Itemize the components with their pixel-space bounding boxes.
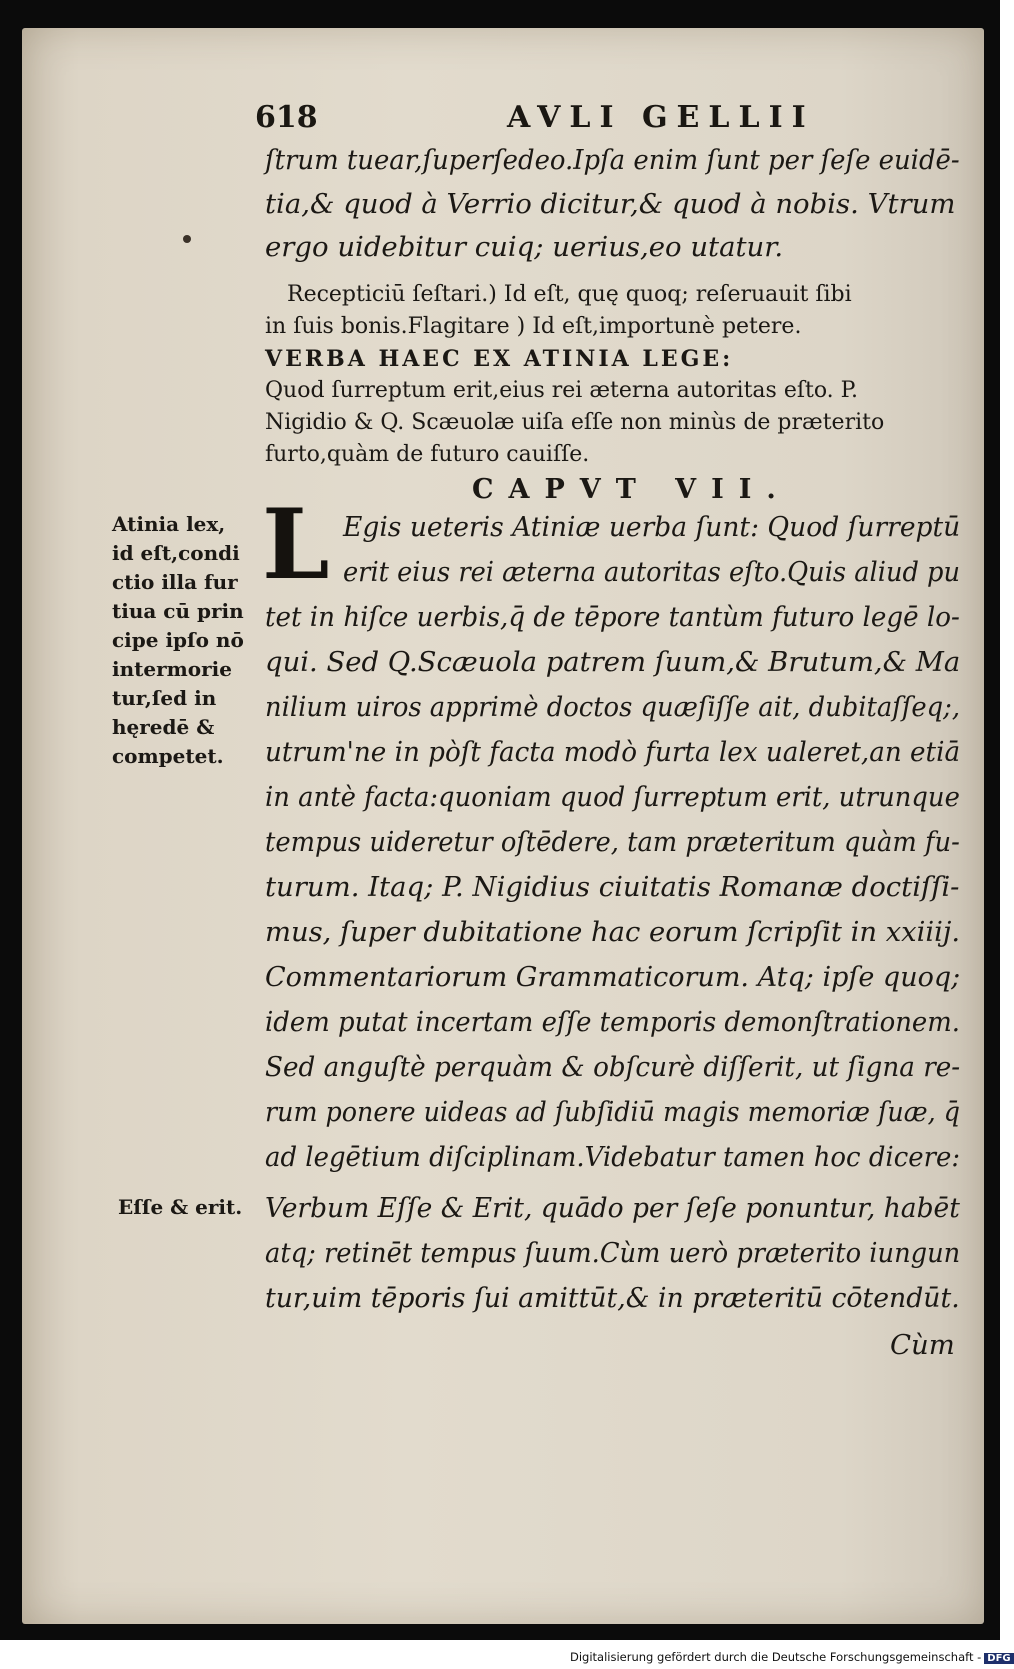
margin-line: tiua cū prin xyxy=(112,599,244,623)
note-line: furto,quàm de futuro cauiſſe. xyxy=(265,442,590,467)
margin-line: ctio illa fur xyxy=(112,570,238,594)
text-line: Egis ueteris Atiniæ uerba ſunt: Quod ſurreptū xyxy=(343,511,961,543)
running-head xyxy=(255,100,855,140)
margin-line: tur,ſed in xyxy=(112,686,217,710)
page-number: 618 xyxy=(255,100,318,135)
margin-note-esse xyxy=(118,1193,268,1222)
text-line: Verbum Eſſe & Erit, quādo per ſeſe ponuntur, habēt xyxy=(265,1192,960,1224)
margin-line: cipe ipſo nō xyxy=(112,628,244,652)
text-line: nilium uiros apprimè doctos quæſiſſe ait, dubitaſſeq;, xyxy=(265,691,961,723)
text-line: ergo uidebitur cuiq; uerius,eo utatur. xyxy=(265,231,784,263)
law-heading: VERBA HAEC EX ATINIA LEGE: xyxy=(265,346,734,372)
text-line: idem putat incertam eſſe temporis demonſtrationem. xyxy=(265,1006,961,1038)
text-line: erit eius rei æterna autoritas eſto.Quis aliud pu xyxy=(343,556,961,588)
margin-line: Eſſe & erit. xyxy=(118,1195,243,1219)
text-line: tia,& quod à Verrio dicitur,& quod à nobis. Vtrum xyxy=(265,188,956,220)
text-line: tur,uim tēporis ſui amittūt,& in præteritū cōtendūt. xyxy=(265,1282,960,1314)
note-line: Nigidio & Q. Scæuolæ uiſa eſſe non minùs de præterito xyxy=(265,410,885,435)
dfg-logo: DFG xyxy=(984,1653,1013,1664)
text-line: utrum'ne in pòſt facta modò furta lex ualeret,an etiā xyxy=(265,736,961,768)
text-line: qui. Sed Q.Scæuola patrem ſuum,& Brutum,& Ma xyxy=(265,646,961,678)
footer-text: Digitalisierung gefördert durch die Deutsche Forschungsgemeinschaft - xyxy=(570,1650,982,1664)
text-line: in antè facta:quoniam quod ſurreptum erit, utrunque xyxy=(265,781,960,813)
margin-line: intermorie xyxy=(112,657,232,681)
running-title: AVLI GELLII xyxy=(507,100,815,135)
text-line: tet in hiſce uerbis,q̄ de tēpore tantùm futuro legē lo- xyxy=(265,601,960,633)
text-line: rum ponere uideas ad ſubſidiū magis memoriæ ſuæ, q̄ xyxy=(265,1096,960,1128)
text-line: Sed anguſtè perquàm & obſcurè diſſerit, ut ſigna re- xyxy=(265,1051,961,1083)
text-line: tempus uideretur oſtēdere, tam præteritum quàm fu- xyxy=(265,826,960,858)
note-line: in ſuis bonis.Flagitare ) Id eſt,importunè petere. xyxy=(265,314,802,339)
chapter-heading: CAPVT VII. xyxy=(472,474,791,505)
margin-line: Atinia lex, xyxy=(112,512,226,536)
margin-note-atinia xyxy=(112,510,262,771)
ink-spot xyxy=(183,235,191,243)
text-line: mus, ſuper dubitatione hac eorum ſcripſit in xxiiij. xyxy=(265,916,961,948)
text-line: turum. Itaq; P. Nigidius ciuitatis Romanæ doctiſſi- xyxy=(265,871,960,903)
catchword: Cùm xyxy=(890,1329,955,1361)
funding-footer xyxy=(570,1650,1014,1664)
margin-line: competet. xyxy=(112,744,224,768)
margin-line: id eſt,condi xyxy=(112,541,240,565)
text-line: atq; retinēt tempus ſuum.Cùm uerò præterito iungun xyxy=(265,1237,961,1269)
margin-line: hęredē & xyxy=(112,715,215,739)
note-line: Quod ſurreptum erit,eius rei æterna autoritas eſto. P. xyxy=(265,378,859,403)
text-line: ſtrum tuear,ſuperſedeo.Ipſa enim ſunt per ſeſe euidē- xyxy=(265,144,960,176)
note-line: Recepticiū ſeſtari.) Id eſt, quę quoq; reſeruauit ſibi xyxy=(287,282,852,307)
drop-cap-initial: L xyxy=(262,488,330,601)
text-line: ad legētium diſciplinam.Videbatur tamen hoc dicere: xyxy=(265,1141,961,1173)
text-line: Commentariorum Grammaticorum. Atq; ipſe quoq; xyxy=(265,961,961,993)
